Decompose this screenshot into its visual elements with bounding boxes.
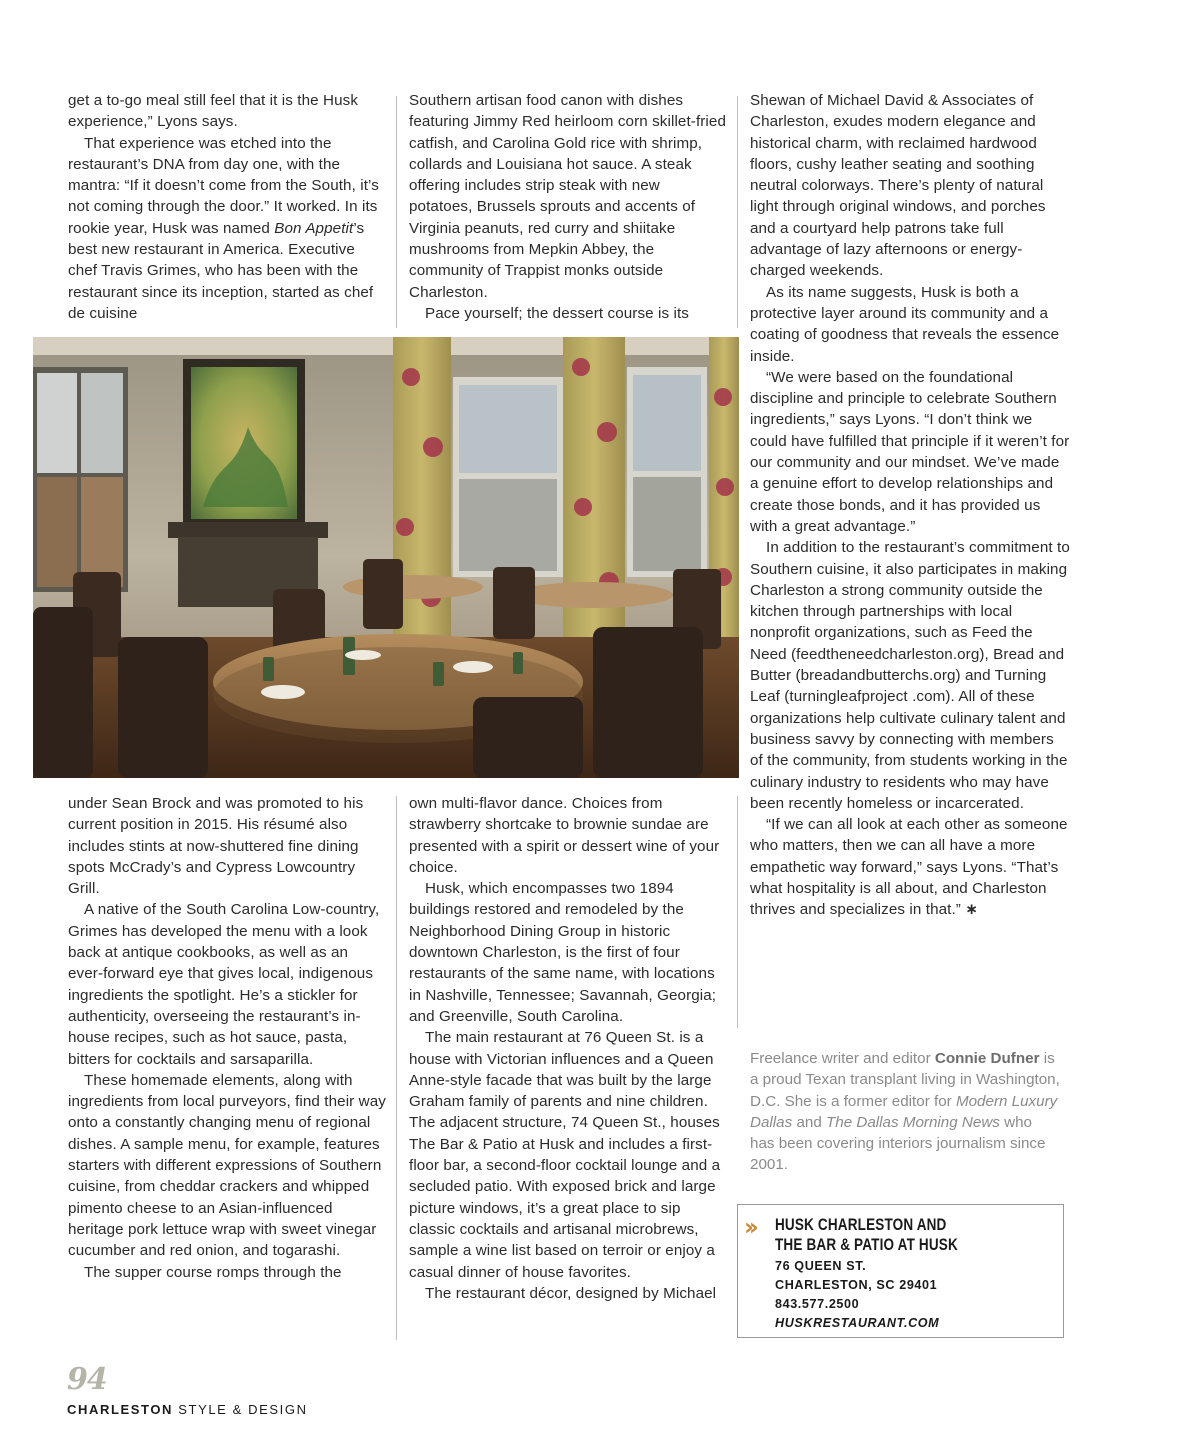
- restaurant-dining-room-photo: [33, 337, 739, 778]
- paragraph: These homemade elements, along with ingredients from local purveyors, find their way onto a constantly changing menu of regional dishes. A sample menu, for example, features starters with different expressions of Southern cuisine, from cheddar crackers and whipped pimento cheese to an Asian-influenced heritage pork lettuce wrap with sweet vinegar cucumber and red onion, and togarashi.: [68, 1071, 386, 1260]
- paragraph: Shewan of Michael David & Associates of Charleston, exudes modern elegance and historical charm, with reclaimed hardwood floors, cushy leather seating and soothing neutral colorways. There’s plenty of natural light through original windows, and porches and a courtyard help patrons take full advantage of lazy afternoons or energy-charged weekends.: [750, 92, 1046, 280]
- paragraph: Southern artisan food canon with dishes featuring Jimmy Red heirloom corn skillet-fried catfish, and Carolina Gold rice with shrimp, collards and Louisiana hot sauce. A steak offering includes strip steak with new potatoes, Brussels sprouts and accents of Virginia peanuts, red curry and shiitake mushrooms from Mepkin Abbey, the community of Trappist monks outside Charleston.: [409, 92, 726, 301]
- page-number: 94: [67, 1362, 107, 1397]
- magazine-footer: CHARLESTON STYLE & DESIGN: [67, 1402, 308, 1417]
- paragraph: get a to-go meal still feel that it is the Husk experience,” Lyons says.: [68, 92, 359, 131]
- info-city: CHARLESTON, SC 29401: [775, 1278, 938, 1292]
- column-2-top: [409, 90, 727, 324]
- column-2-bottom: [409, 793, 727, 1304]
- paragraph: under Sean Brock and was promoted to his current position in 2015. His résumé also includes stints at now-shuttered fine dining spots McCrady’s and Cypress Lowcountry Grill.: [68, 795, 364, 898]
- restaurant-info-box: [737, 1204, 1064, 1338]
- column-1-top: [68, 90, 386, 324]
- info-website[interactable]: HUSKRESTAURANT.COM: [775, 1316, 940, 1330]
- column-divider: [737, 796, 738, 1028]
- column-divider: [396, 796, 397, 1340]
- paragraph: In addition to the restaurant’s commitment to Southern cuisine, it also participates in making Charleston a strong community outside the kitchen through partnerships with local nonprofit organizations, such as Feed the Need (feedtheneedcharleston.org), Bread and Butter (breadandbutterchs.org) and Turning Leaf (turningleafproject .com). All of these organizations help cultivate culinary talent and business savvy by connecting with members of the community, from students working in the culinary industry to residents who may have been recently homeless or incarcerated.: [750, 539, 1070, 812]
- column-1-bottom: [68, 793, 386, 1283]
- paragraph: own multi-flavor dance. Choices from strawberry shortcake to brownie sundae are presented with a spirit or dessert wine of your choice.: [409, 795, 720, 876]
- paragraph: Pace yourself; the dessert course is its: [425, 304, 689, 322]
- author-name: Connie Dufner: [934, 1050, 1040, 1067]
- author-bio: Freelance writer and editor Connie Dufner is a proud Texan transplant living in Washington, D.C. She is a former editor for Modern Luxury Dallas and The Dallas Morning News who has been covering interiors journalism since 2001.: [750, 1050, 1060, 1174]
- paragraph: The restaurant décor, designed by Michael: [425, 1284, 717, 1302]
- paragraph: Husk, which encompasses two 1894 buildings restored and remodeled by the Neighborhood Dining Group in historic downtown Charleston, is the first of four restaurants of the same name, with locations in Nashville, Tennessee; Savannah, Georgia; and Greenville, South Carolina.: [409, 880, 717, 1025]
- paragraph: The main restaurant at 76 Queen St. is a house with Victorian influences and a Queen Anne-style facade that was built by the large Graham family of parents and nine children. The adjacent structure, 74 Queen St., houses The Bar & Patio at Husk and includes a first-floor bar, a second-floor cocktail lounge and a secluded patio. With exposed brick and large picture windows, it’s a great place to sip classic cocktails and artisanal microbrews, sample a wine list based on terroir or enjoy a casual dinner of house favorites.: [409, 1029, 721, 1281]
- paragraph: “We were based on the foundational discipline and principle to celebrate Southern ingredients,” says Lyons. “I don’t think we could have fulfilled that principle if it weren’t for our community and our mindset. We’ve made a genuine effort to develop relationships and create those bonds, and it has provided us with a great advantage.”: [750, 368, 1070, 535]
- info-box-title: HUSK CHARLESTON AND THE BAR & PATIO AT HUSK: [775, 1216, 958, 1254]
- end-mark-icon: ∗: [965, 901, 979, 919]
- paragraph: A native of the South Carolina Low-country, Grimes has developed the menu with a look back at antique cookbooks, as well as an ever-forward eye that gives local, indigenous ingredients the spotlight. He’s a stickler for authenticity, overseeing the restaurant’s in-house recipes, such as hot sauce, pasta, bitters for cocktails and sarsaparilla.: [68, 901, 380, 1068]
- column-3: [750, 90, 1070, 921]
- paragraph: That experience was etched into the restaurant’s DNA from day one, with the mantra: “If it doesn’t come from the South, it’s not coming through the door.” It worked. In its rookie year, Husk was named Bon Appetit’s best new restaurant in America. Executive chef Travis Grimes, who has been with the restaurant since its inception, started as chef de cuisine: [68, 134, 379, 322]
- column-divider: [396, 96, 397, 328]
- paragraph: The supper course romps through the: [84, 1263, 342, 1281]
- chevron-icon: ››: [744, 1213, 754, 1241]
- info-address: 76 QUEEN ST.: [775, 1259, 867, 1273]
- paragraph: “If we can all look at each other as someone who matters, then we can all have a more empathetic way forward,” says Lyons. “That’s what hospitality is all about, and Charleston thrives and specializes in that.” ∗: [750, 816, 1068, 919]
- info-phone: 843.577.2500: [775, 1297, 860, 1311]
- column-divider: [737, 96, 738, 328]
- paragraph: As its name suggests, Husk is both a protective layer around its community and a coating of goodness that reveals the essence inside.: [750, 283, 1060, 365]
